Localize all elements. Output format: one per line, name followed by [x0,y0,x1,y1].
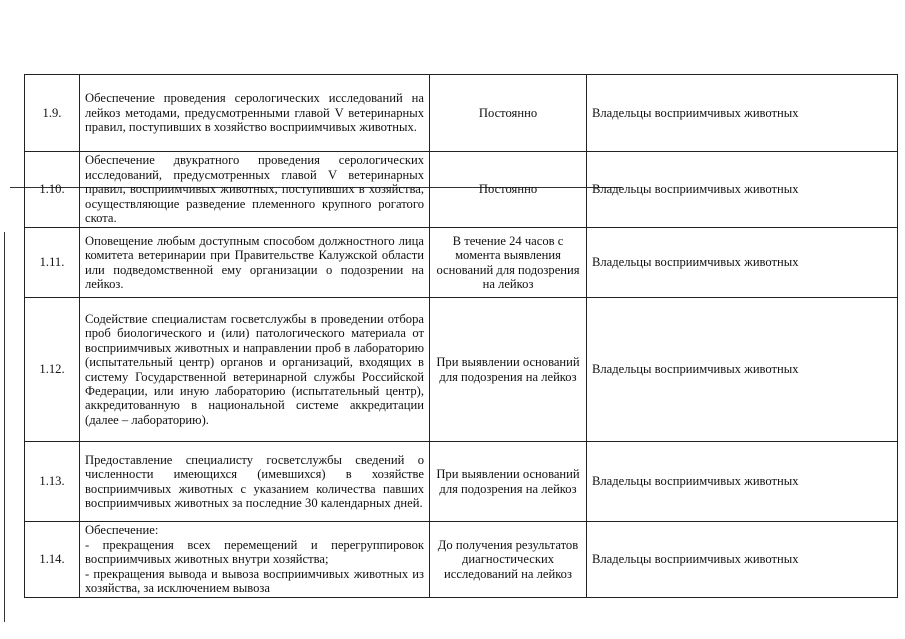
row-number: 1.9. [25,75,80,152]
measure-description: Содействие специалистам госветслужбы в проведении отбора проб биологического и (или) патологического материала от восприимчивых животных и направлении проб в лабораторию (испытательный центр) органов и организаций, входящих в систему Государственной ветеринарной службы Российской Федерации, или иную лабораторию (испытательный центр), аккредитованную в национальной системе аккредитации (далее – лабораторию). [80,298,430,442]
measure-term: Постоянно [430,75,587,152]
measures-table [24,74,898,598]
measure-term: В течение 24 часов с момента выявления оснований для подозрения на лейкоз [430,228,587,298]
scan-margin-line [4,232,5,622]
row-number: 1.13. [25,442,80,522]
measure-responsible: Владельцы восприимчивых животных [587,228,898,298]
measure-description: Обеспечение проведения серологических исследований на лейкоз методами, предусмотренными главой V ветеринарных правил, поступивших в хозяйство восприимчивых животных. [80,75,430,152]
row-number: 1.14. [25,522,80,598]
table-row [25,228,898,298]
row-number: 1.11. [25,228,80,298]
table-row [25,75,898,152]
measure-responsible: Владельцы восприимчивых животных [587,152,898,228]
measure-responsible: Владельцы восприимчивых животных [587,75,898,152]
measure-description: Оповещение любым доступным способом должностного лица комитета ветеринарии при Правительстве Калужской области или подведомственной ему организации о подозрении на лейкоз. [80,228,430,298]
measure-term: До получения результатов диагностических исследований на лейкоз [430,522,587,598]
measure-responsible: Владельцы восприимчивых животных [587,298,898,442]
table-row [25,152,898,228]
measure-term: При выявлении оснований для подозрения на лейкоз [430,442,587,522]
measure-term: При выявлении оснований для подозрения на лейкоз [430,298,587,442]
measure-description: Обеспечение: - прекращения всех перемещений и перегруппировок восприимчивых животных внутри хозяйства; - прекращения вывода и вывоза восприимчивых животных из хозяйства, за исключением вывоза [80,522,430,598]
measure-description: Предоставление специалисту госветслужбы сведений о численности имеющихся (имевшихся) в хозяйстве восприимчивых животных с указанием количества павших восприимчивых животных за последние 30 календарных дней. [80,442,430,522]
measure-responsible: Владельцы восприимчивых животных [587,442,898,522]
row-number: 1.10. [25,152,80,228]
measure-description: Обеспечение двукратного проведения серологических исследований, предусмотренных главой V ветеринарных правил, восприимчивых животных, поступивших в хозяйства, осуществляющие разведение племенного крупного рогатого скота. [80,152,430,228]
table-row [25,298,898,442]
table-row [25,442,898,522]
table-row [25,522,898,598]
row-number: 1.12. [25,298,80,442]
measure-term: Постоянно [430,152,587,228]
measure-responsible: Владельцы восприимчивых животных [587,522,898,598]
